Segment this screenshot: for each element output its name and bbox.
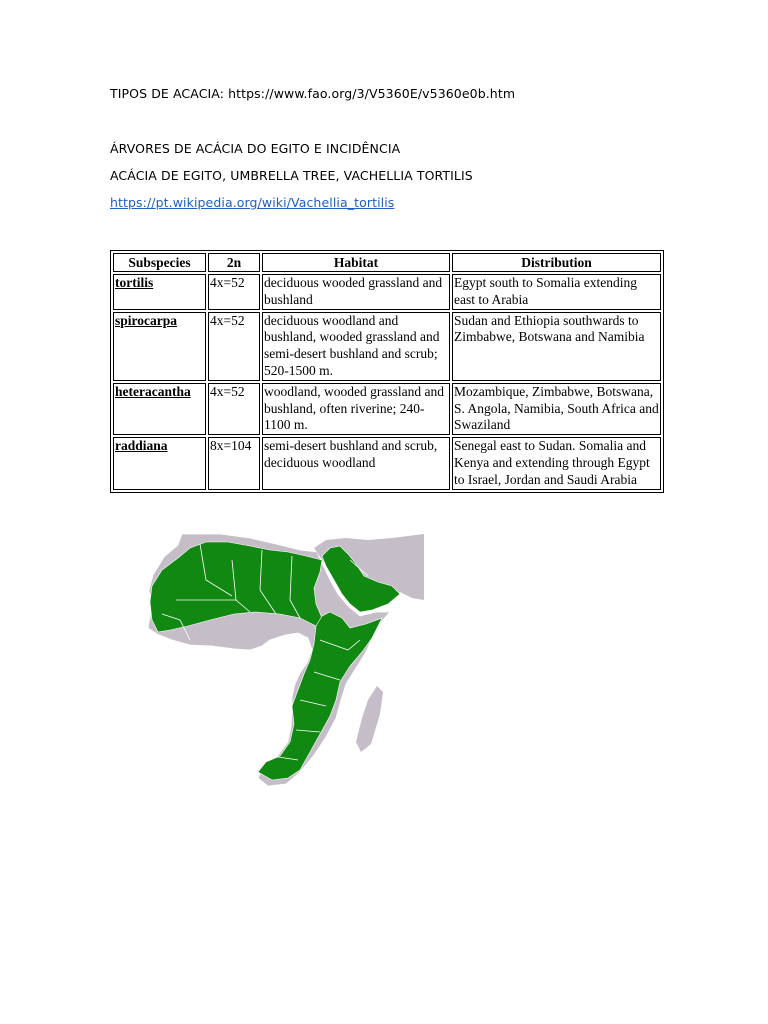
chromosome-cell: 8x=104	[208, 437, 260, 489]
habitat-cell: deciduous wooded grassland and bushland	[262, 274, 450, 310]
distribution-cell: Senegal east to Sudan. Somalia and Kenya and extending through Egypt to Israel, Jordan and Saudi Arabia	[452, 437, 661, 489]
table-row	[113, 383, 661, 435]
habitat-cell: semi-desert bushland and scrub, deciduous woodland	[262, 437, 450, 489]
chromosome-cell: 4x=52	[208, 383, 260, 435]
table-row	[113, 312, 661, 381]
section-heading: ÁRVORES DE ACÁCIA DO EGITO E INCIDÊNCIA	[110, 141, 401, 156]
header-habitat: Habitat	[262, 253, 450, 272]
habitat-cell: woodland, wooded grassland and bushland, often riverine; 240-1100 m.	[262, 383, 450, 435]
subspecies-link[interactable]: raddiana	[115, 438, 168, 454]
header-subspecies: Subspecies	[113, 253, 206, 272]
chromosome-cell: 4x=52	[208, 274, 260, 310]
table-row	[113, 437, 661, 489]
fao-reference-line: TIPOS DE ACACIA: https://www.fao.org/3/V5360E/v5360e0b.htm	[110, 86, 516, 101]
subspecies-link[interactable]: spirocarpa	[115, 312, 178, 328]
species-title: ACÁCIA DE EGITO, UMBRELLA TREE, VACHELLIA TORTILIS	[110, 168, 473, 183]
africa-distribution-map	[146, 532, 426, 802]
subspecies-link[interactable]: tortilis	[115, 275, 154, 290]
header-2n: 2n	[208, 253, 260, 272]
wikipedia-link[interactable]: https://pt.wikipedia.org/wiki/Vachellia_tortilis	[110, 195, 395, 210]
table-header-row	[113, 253, 661, 272]
madagascar-land	[356, 686, 383, 752]
distribution-cell: Egypt south to Somalia extending east to Arabia	[452, 274, 661, 310]
header-distribution: Distribution	[452, 253, 661, 272]
distribution-cell: Sudan and Ethiopia southwards to Zimbabwe, Botswana and Namibia	[452, 312, 661, 381]
subspecies-table	[110, 250, 664, 493]
distribution-cell: Mozambique, Zimbabwe, Botswana, S. Angola, Namibia, South Africa and Swaziland	[452, 383, 661, 435]
habitat-cell: deciduous woodland and bushland, wooded grassland and semi-desert bushland and scrub; 520-1500 m.	[262, 312, 450, 381]
subspecies-link[interactable]: heteracantha	[115, 383, 191, 399]
table-row	[113, 274, 661, 310]
chromosome-cell: 4x=52	[208, 312, 260, 381]
